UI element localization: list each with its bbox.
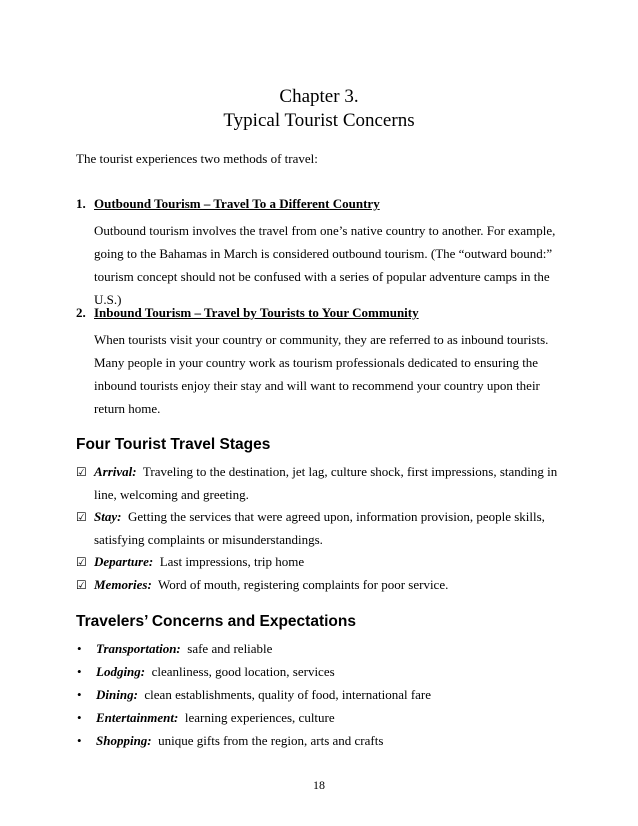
stages-list: [76, 461, 566, 596]
list-item: [76, 709, 566, 732]
item-text: Last impressions, trip home: [159, 554, 305, 569]
item-heading: Outbound Tourism – Travel To a Different Country: [94, 196, 380, 211]
item-term: Departure:: [94, 554, 154, 569]
intro-paragraph: The tourist experiences two methods of travel:: [76, 151, 318, 166]
item-term: Dining:: [96, 687, 138, 702]
checked-box-icon: ☑: [76, 555, 87, 569]
stages-heading: Four Tourist Travel Stages: [76, 436, 271, 453]
item-term: Lodging:: [96, 664, 146, 679]
item-text: cleanliness, good location, services: [151, 664, 335, 679]
list-item: [76, 574, 566, 597]
checked-box-icon: ☑: [76, 465, 87, 479]
list-item: [76, 461, 566, 506]
item-text: Traveling to the destination, jet lag, culture shock, first impressions, standing in line, welcoming and greeting.: [94, 464, 558, 502]
bullet-icon: •: [77, 641, 82, 656]
concerns-heading: Travelers’ Concerns and Expectations: [76, 613, 356, 630]
item-term: Arrival:: [94, 464, 137, 479]
list-item: [76, 663, 566, 686]
list-item: [76, 640, 566, 663]
concerns-list: [76, 640, 566, 755]
page-number: 18: [313, 778, 325, 792]
bullet-icon: •: [77, 664, 82, 679]
item-body: Outbound tourism involves the travel from one’s native country to another. For example, going to the Bahamas in March is considered outbound tourism. (The “outward bound:” tourism concept should not be confused with a series of popular adventure camps in the U.S.): [94, 223, 556, 307]
item-heading: Inbound Tourism – Travel by Tourists to Your Community: [94, 305, 419, 320]
item-term: Memories:: [94, 576, 152, 592]
item-number: 2.: [76, 305, 86, 320]
item-text: unique gifts from the region, arts and crafts: [158, 733, 384, 748]
item-text: clean establishments, quality of food, international fare: [144, 687, 432, 702]
bullet-icon: •: [77, 733, 82, 748]
item-text: Getting the services that were agreed upon, information provision, people skills, satisfying complaints or misunderstandings.: [94, 509, 545, 547]
list-item: [76, 732, 566, 755]
bullet-icon: •: [77, 710, 82, 725]
item-text: Word of mouth, registering complaints for poor service.: [158, 576, 449, 592]
item-term: Stay:: [94, 509, 122, 524]
checked-box-icon: ☑: [76, 510, 87, 524]
item-term: Shopping:: [96, 733, 152, 748]
item-text: safe and reliable: [187, 641, 273, 656]
item-body: When tourists visit your country or community, they are referred to as inbound tourists. Many people in your country work as tourism professionals dedicated to ensuring the inbound tourists enjoy their stay and will want to recommend your country upon their return home.: [94, 332, 549, 416]
list-item: [76, 551, 566, 574]
chapter-number: Chapter 3.: [279, 86, 359, 107]
chapter-title: Typical Tourist Concerns: [223, 110, 415, 131]
bullet-icon: •: [77, 687, 82, 702]
checked-box-icon: ☑: [76, 577, 87, 592]
item-number: 1.: [76, 196, 86, 211]
item-term: Transportation:: [96, 641, 181, 656]
item-text: learning experiences, culture: [184, 710, 335, 725]
list-item: [76, 506, 566, 551]
list-item: [76, 686, 566, 709]
item-term: Entertainment:: [96, 710, 179, 725]
